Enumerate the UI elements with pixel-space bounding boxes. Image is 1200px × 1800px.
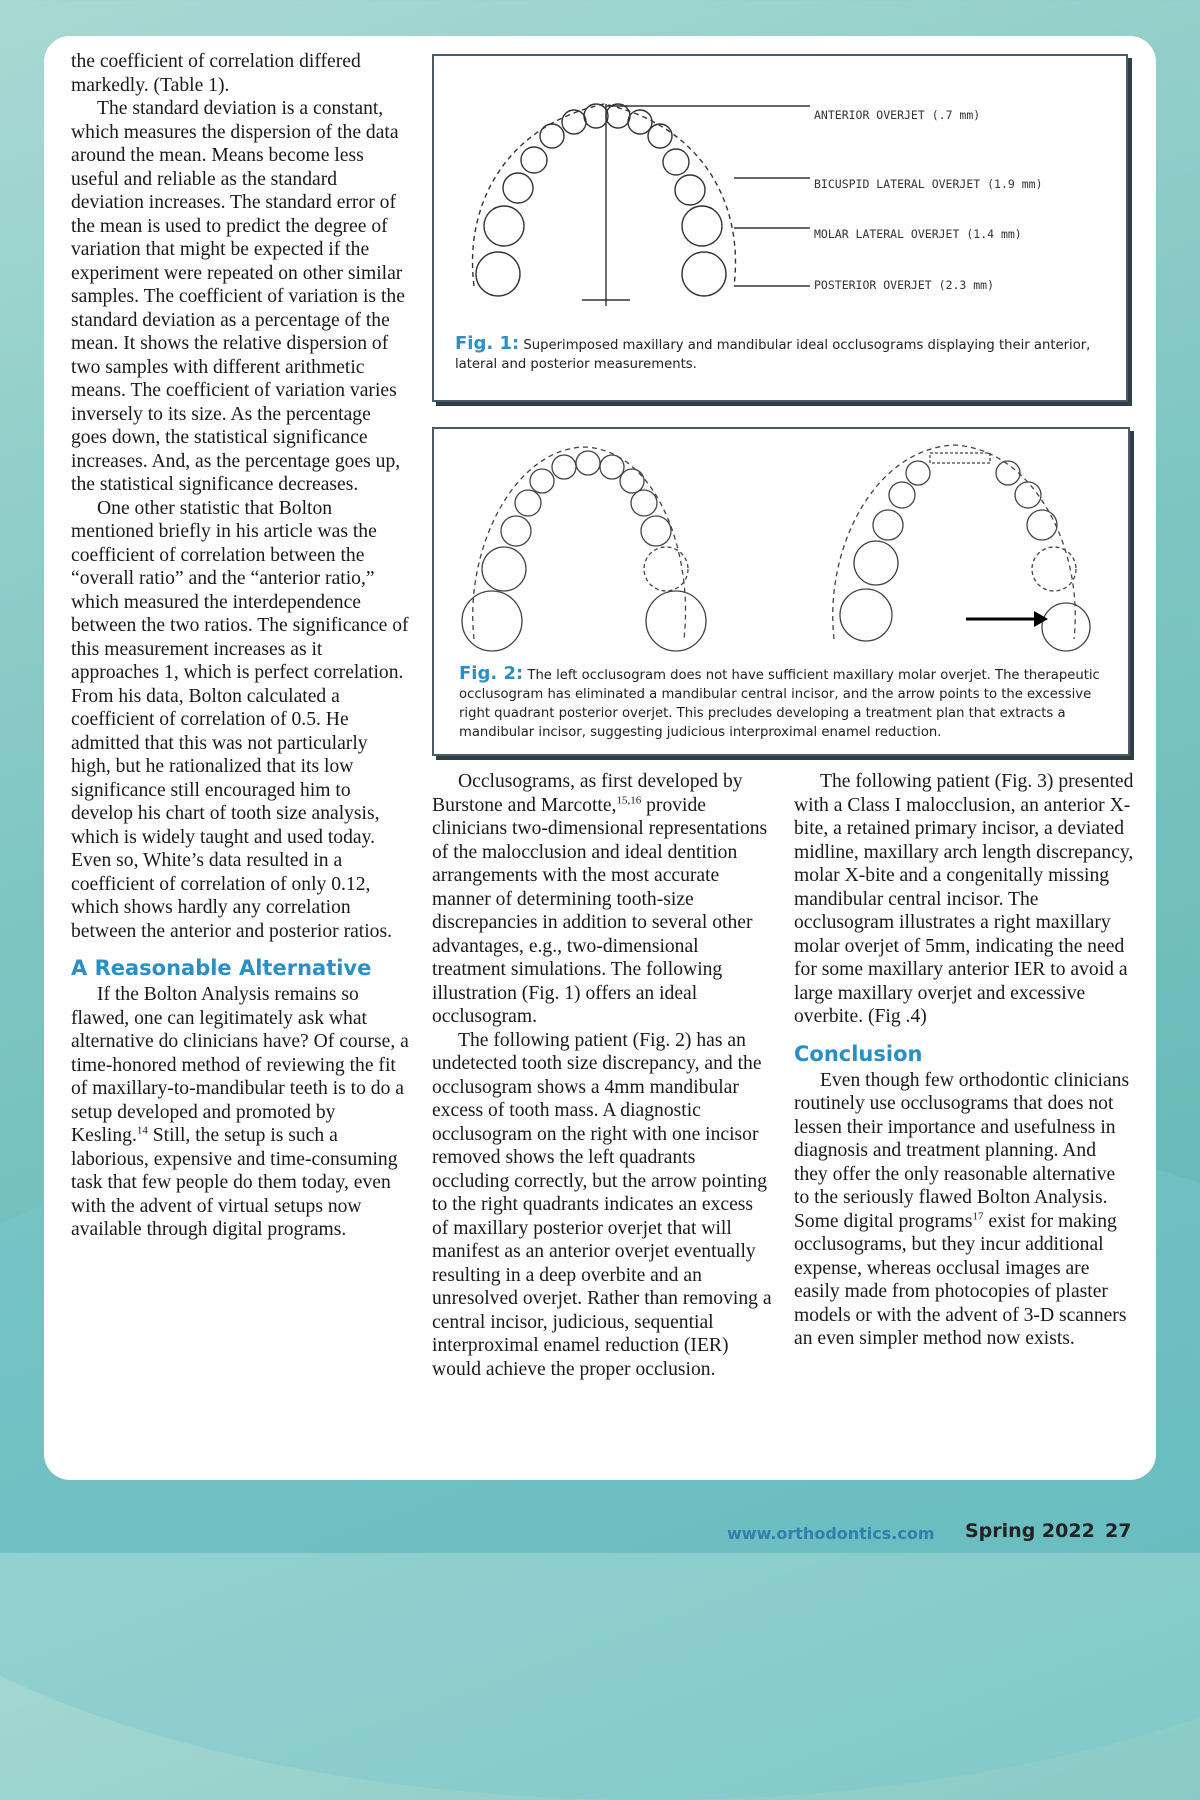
paragraph [71, 983, 411, 1242]
paragraph: The following patient (Fig. 3) presented with a Class I malocclusion, an anterior X-bite, a retained primary incisor, a deviated midline, maxillary arch length discrepancy, molar X-bite and a congenitally missing mandibular central incisor. The occlusogram illustrates a right maxillary molar overjet of 5mm, indicating the need for some maxillary anterior IER to avoid a large maxillary overjet and excessive overbite. (Fig .4) [794, 771, 1134, 1027]
annotation-molar-lateral-overjet: MOLAR LATERAL OVERJET (1.4 mm) [814, 227, 1022, 241]
paragraph-text: If the Bolton Analysis remains so flawed, one can legitimately ask what alternative do clinicians have? Of course, a time-honored method of reviewing the fit of maxillary-to-mandibular teeth is to do a setup developed and promoted by Kesling. [71, 984, 409, 1146]
annotation-anterior-overjet: ANTERIOR OVERJET (.7 mm) [814, 108, 981, 122]
paragraph: The following patient (Fig. 2) has an undetected tooth size discrepancy, and the occlusogram shows a 4mm mandibular excess of tooth mass. A diagnostic occlusogram on the right with one incisor removed shows the left quadrants occluding correctly, but the arrow pointing to the right quadrants indicates an excess of maxillary posterior overjet that will manifest as an anterior overjet eventually resulting in a deep overbite and an unresolved overjet. Rather than removing a central incisor, judicious, sequential interproximal enamel reduction (IER) would achieve the proper occlusion. [432, 1029, 772, 1380]
figure-1 [432, 54, 1128, 402]
footer-website-link[interactable]: www.orthodontics.com [727, 1524, 935, 1543]
paragraph: One other statistic that Bolton mentioned briefly in his article was the coefficient of correlation between the “overall ratio” and the “anterior ratio,” which measured the interdependence between the two ratios. The significance of this measurement increases as it approaches 1, which is perfect correlation. From his data, Bolton calculated a coefficient of correlation of 0.5. He admitted that this was not particularly high, but he rationalized that its low significance still encouraged him to develop his chart of tooth size analysis, which is widely taught and used today. Even so, White’s data resulted in a coefficient of correlation of only 0.12, which shows hardly any correlation between the anterior and posterior ratios. [71, 497, 409, 942]
figure-label: Fig. 1: [455, 333, 520, 354]
text-column-3 [794, 770, 1134, 1351]
paragraph-text: provide clinicians two-dimensional representations of the malocclusion and ideal dentition arrangements with the most accurate manner of determining tooth-size discrepancies in addition to several other advantages, e.g., two-dimensional treatment simulations. The following illustration (Fig. 1) offers an ideal occlusogram. [432, 794, 768, 1027]
figure-2 [432, 427, 1130, 756]
text-column-2 [432, 770, 772, 1381]
text-column-1 [71, 50, 411, 1242]
figure-label: Fig. 2: [459, 663, 524, 684]
paragraph-text: exist for making occlusograms, but they incur additional expense, whereas occlusal images are easily made from photocopies of plaster models or with the advent of 3-D scanners an even simpler method now exists. [794, 1210, 1127, 1349]
arrow-icon [966, 611, 1048, 627]
section-heading: A Reasonable Alternative [71, 956, 372, 980]
annotation-bicuspid-lateral-overjet: BICUSPID LATERAL OVERJET (1.9 mm) [814, 177, 1043, 191]
reference-superscript: 15,16 [616, 793, 642, 806]
paragraph [794, 1069, 1134, 1351]
paragraph-text: Even though few orthodontic clinicians routinely use occlusograms that does not lessen their importance and usefulness in diagnosis and treatment planning. And they offer the only reasonable alternative to the seriously flawed Bolton Analysis. Some digital programs [794, 1069, 1130, 1232]
paragraph-text: Still, the setup is such a laborious, expensive and time-consuming task that few people do them today, even with the advent of virtual setups now available through digital programs. [71, 1125, 398, 1240]
figure-1-caption [455, 334, 1105, 374]
section-heading: Conclusion [794, 1041, 923, 1066]
reference-superscript: 17 [972, 1209, 984, 1222]
footer-issue: Spring 2022 [965, 1520, 1095, 1542]
paragraph [432, 770, 772, 1029]
occlusogram-comparison-illustration [434, 429, 1128, 661]
paragraph: The standard deviation is a constant, which measures the dispersion of the data around the mean. Means become less useful and reliable as the standard deviation increases. The standard error of the mean is used to predict the degree of variation that might be expected if the experiment were repeated on other similar samples. The coefficient of variation is the standard deviation as a percentage of the mean. It shows the relative dispersion of two samples with different arithmetic means. The coefficient of variation varies inversely to its size. As the percentage goes down, the statistical significance increases. And, as the percentage goes up, the statistical significance decreases. [71, 98, 405, 495]
page-number: 27 [1105, 1520, 1132, 1542]
caption-text: Superimposed maxillary and mandibular ideal occlusograms displaying their anterior, lateral and posterior measurements. [455, 338, 1091, 372]
occlusogram-ideal-illustration [434, 56, 1126, 326]
annotation-posterior-overjet: POSTERIOR OVERJET (2.3 mm) [814, 278, 995, 292]
reference-superscript: 14 [136, 1124, 148, 1137]
figure-2-caption [459, 664, 1109, 742]
paragraph-text: Occlusograms, as first developed by Burstone and Marcotte, [432, 771, 743, 816]
caption-text: The left occlusogram does not have sufficient maxillary molar overjet. The therapeutic occlusogram has eliminated a mandibular central incisor, and the arrow points to the excessive right quadrant posterior overjet. This precludes developing a treatment plan that extracts a mandibular incisor, suggesting judicious interproximal enamel reduction. [459, 668, 1100, 740]
paragraph: the coefficient of correlation differed markedly. (Table 1). [71, 51, 361, 96]
